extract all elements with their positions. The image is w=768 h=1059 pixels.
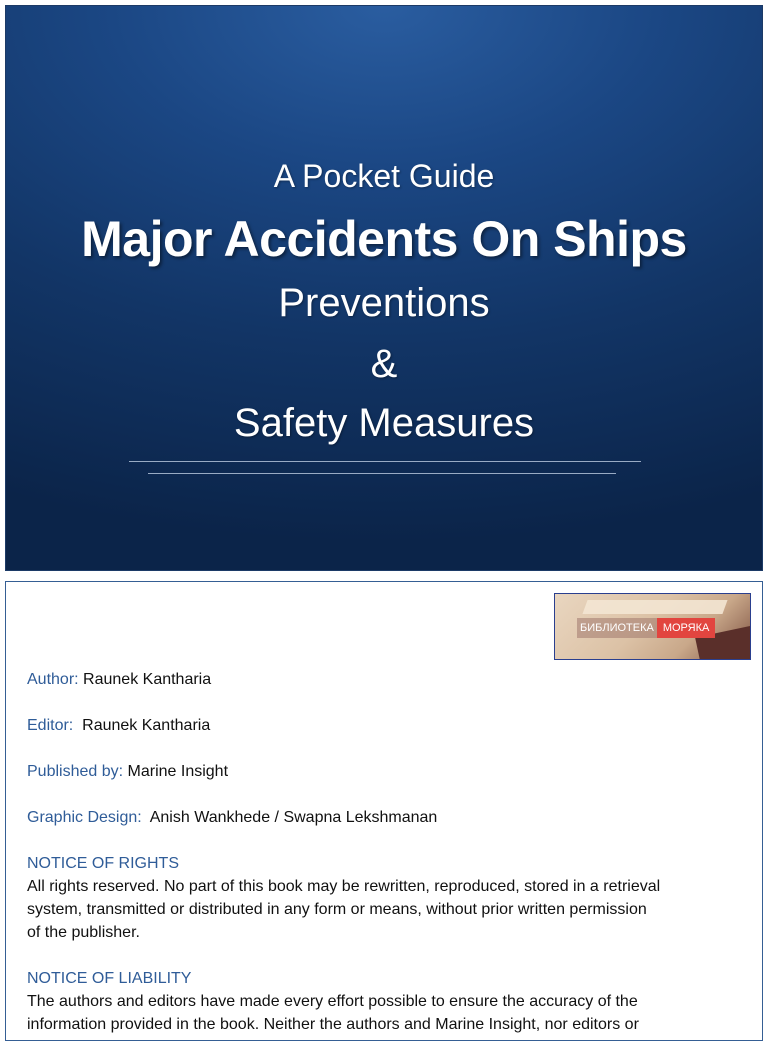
logo-text-part1: БИБЛИОТЕКА (577, 618, 657, 638)
rights-line-1: All rights reserved. No part of this book may be rewritten, reproduced, stored in a retrieval (27, 878, 661, 895)
logo-text-part2: МОРЯКА (657, 618, 716, 638)
liability-line-2: information provided in the book. Neither the authors and Marine Insight, nor editors or (27, 1016, 639, 1033)
rights-line-2: system, transmitted or distributed in any form or means, without prior written permission (27, 901, 647, 918)
logo-plate (577, 618, 715, 638)
editor-value: Raunek Kantharia (82, 717, 211, 734)
credits-page (5, 581, 763, 1041)
cover-subtitle-line1: Preventions (278, 281, 490, 325)
logo-shelf-graphic (582, 600, 727, 614)
rights-heading: NOTICE OF RIGHTS (27, 855, 179, 872)
liability-line-1: The authors and editors have made every effort possible to ensure the accuracy of the (27, 993, 638, 1010)
notice-of-rights (27, 852, 738, 944)
author-row (27, 668, 738, 691)
publisher-label: Published by: (27, 763, 124, 780)
design-row (27, 806, 738, 829)
author-label: Author: (27, 671, 79, 688)
design-value: Anish Wankhede / Swapna Lekshmanan (149, 809, 438, 826)
publisher-row (27, 760, 738, 783)
cover-title: Major Accidents On Ships (81, 211, 687, 267)
design-label: Graphic Design: (27, 809, 142, 826)
editor-label: Editor: (27, 717, 74, 734)
liability-heading: NOTICE OF LIABILITY (27, 970, 192, 987)
notice-of-liability (27, 967, 738, 1036)
cover-subtitle-line3: Safety Measures (233, 401, 535, 445)
author-value: Raunek Kantharia (83, 671, 212, 688)
publisher-value: Marine Insight (127, 763, 229, 780)
cover-pretitle: A Pocket Guide (273, 158, 495, 194)
cover-divider-top (129, 461, 641, 462)
editor-row (27, 714, 738, 737)
cover-subtitle-line2: & (370, 342, 398, 386)
library-logo[interactable] (554, 593, 751, 660)
credits-block (27, 668, 738, 1059)
cover-divider-bottom (148, 473, 616, 474)
cover-slide (5, 5, 763, 571)
rights-line-3: of the publisher. (27, 924, 140, 941)
